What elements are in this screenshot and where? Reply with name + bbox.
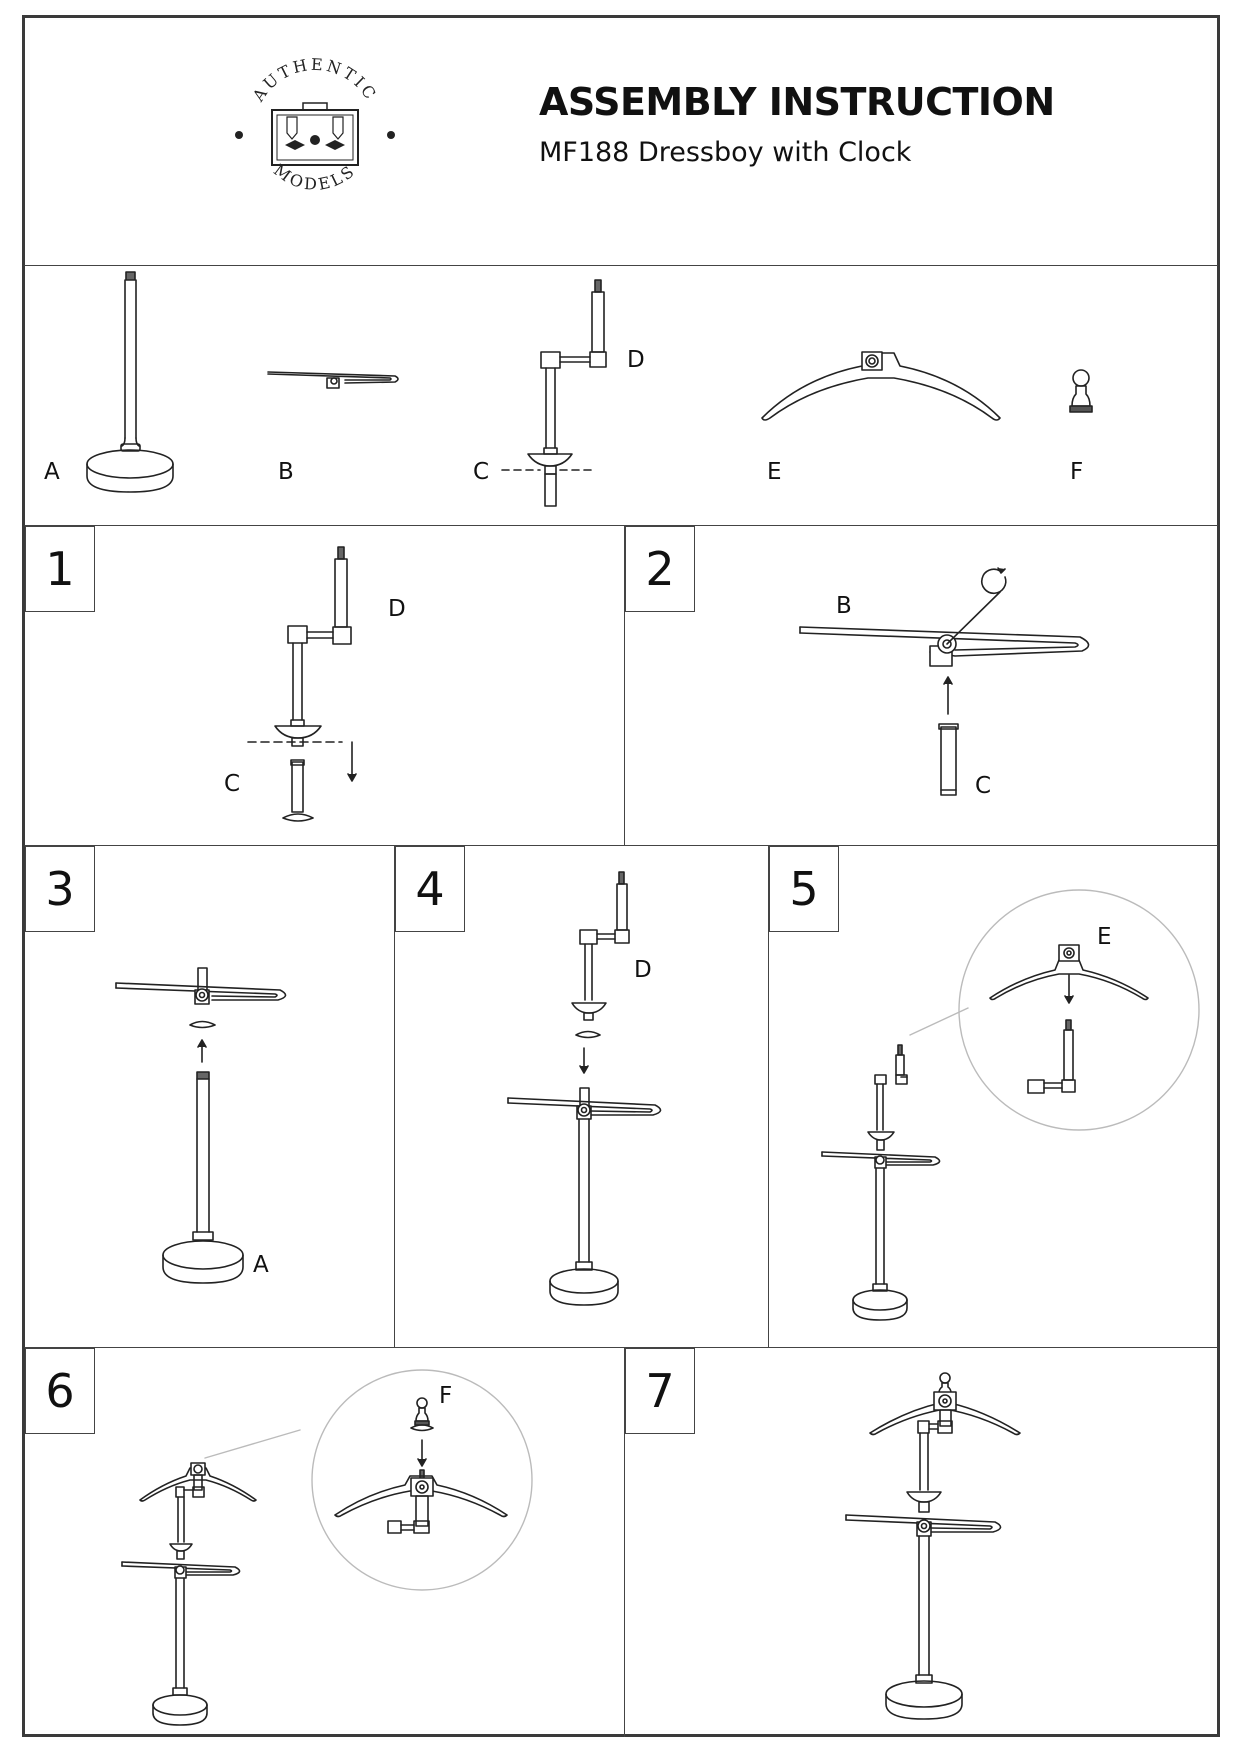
step-1-number: 1: [25, 526, 95, 612]
step-1-label-d: D: [388, 596, 406, 622]
step-1-label-c: C: [224, 771, 241, 797]
part-f-drawing: [1070, 370, 1092, 412]
part-c-d-drawing: [502, 280, 606, 506]
step-5-number: 5: [769, 846, 839, 932]
step-2-number: 2: [625, 526, 695, 612]
step-7-number: 7: [625, 1348, 695, 1434]
step-6-number: 6: [25, 1348, 95, 1434]
step-7-drawing: [846, 1373, 1020, 1719]
page-subtitle: MF188 Dressboy with Clock: [539, 137, 912, 168]
step-5-drawing: [822, 890, 1199, 1320]
step-2-label-b: B: [836, 593, 852, 619]
step-5-label-e: E: [1097, 924, 1112, 950]
step-4-drawing: [508, 872, 661, 1305]
step-3-label-a: A: [253, 1252, 269, 1278]
part-a-drawing: [87, 272, 173, 492]
svg-text:AUTHENTIC: AUTHENTIC: [248, 55, 382, 105]
step-6-label-f: F: [439, 1383, 453, 1409]
part-label-a: A: [44, 459, 60, 485]
step-6-drawing: [122, 1370, 532, 1725]
step-1-drawing: [248, 547, 356, 821]
part-label-f: F: [1070, 459, 1084, 485]
step-3-drawing: [116, 968, 286, 1283]
part-b-drawing: [268, 372, 398, 388]
page-title: ASSEMBLY INSTRUCTION: [539, 80, 1055, 124]
part-label-d: D: [627, 347, 645, 373]
step-4-number: 4: [395, 846, 465, 932]
part-label-b: B: [278, 459, 294, 485]
step-2-label-c: C: [975, 773, 992, 799]
step-4-label-d: D: [634, 957, 652, 983]
part-label-c: C: [473, 459, 490, 485]
step-3-number: 3: [25, 846, 95, 932]
part-e-drawing: [762, 352, 1000, 420]
part-label-e: E: [767, 459, 782, 485]
svg-text:MODELS: MODELS: [270, 160, 360, 194]
